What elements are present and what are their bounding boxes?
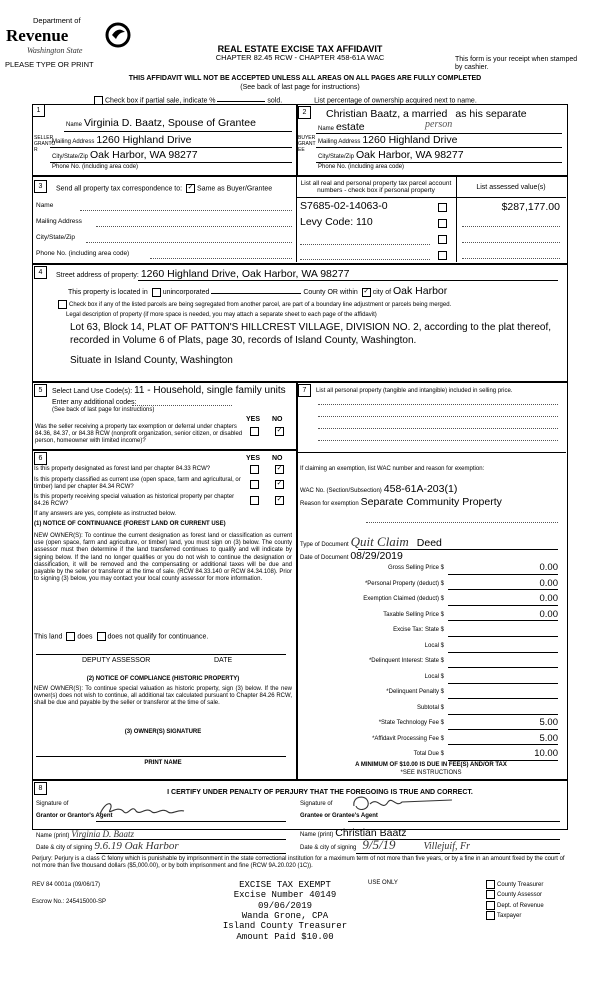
escrow-number: Escrow No.: 245415000-SP <box>32 899 107 905</box>
city-of-checkbox[interactable]: ✓ <box>363 287 370 295</box>
tax-row <box>300 687 562 703</box>
dor-logo <box>5 16 130 66</box>
s6-q3-no-checkbox[interactable]: ✓ <box>276 496 283 503</box>
wac-row <box>300 483 560 495</box>
copy-label: Dept. of Revenue <box>497 902 544 909</box>
segregated-row <box>56 300 561 309</box>
form-title: REAL ESTATE EXCISE TAX AFFIDAVIT <box>217 44 383 54</box>
tax-row-label: Gross Selling Price $ <box>387 565 444 571</box>
street-address-value[interactable]: 1260 Highland Drive, Oak Harbor, WA 98277 <box>140 268 350 280</box>
reason-value[interactable]: Separate Community Property <box>360 496 502 508</box>
tax-row-value[interactable]: 0.00 <box>448 594 558 606</box>
seller-city-value[interactable]: Oak Harbor, WA 98277 <box>89 149 198 161</box>
copy-label: County Assessor <box>497 892 543 899</box>
s3-name-label: Name <box>36 202 54 209</box>
tax-total-value[interactable]: 10.00 <box>448 749 558 761</box>
tax-row-value[interactable] <box>448 656 558 668</box>
notice1-title: (1) NOTICE OF CONTINUANCE (FOREST LAND OR CURRENT USE) <box>34 521 226 527</box>
copy-checkbox[interactable] <box>486 901 495 910</box>
grantee-date-row <box>300 838 562 853</box>
does-not-checkbox[interactable] <box>97 632 106 641</box>
s5-no-label: NO <box>272 416 283 423</box>
owner-signature-label: (3) OWNER(S) SIGNATURE <box>124 729 202 735</box>
tax-row <box>300 625 562 641</box>
s5-see-back: (See back of last page for instructions) <box>52 407 155 413</box>
tax-row <box>300 641 562 657</box>
s5-question: Was the seller receiving a property tax exemption or deferral under chapters 84.36, 84.37, or 84.38 RCW (nonprofit organization, senior citizen, or disabled person, homeowner with limited income)? <box>35 424 243 445</box>
doc-type-label: Type of Document <box>300 542 349 548</box>
s5-no-checkbox[interactable]: ✓ <box>276 427 283 434</box>
print-note: PLEASE TYPE OR PRINT <box>5 60 94 69</box>
same-as-buyer-checkbox[interactable]: ✓ <box>187 184 194 191</box>
doc-date-row <box>300 550 560 562</box>
city-of-label: city of <box>372 289 392 296</box>
grantee-name-value[interactable]: Christian Baatz <box>335 827 407 839</box>
tax-row-value[interactable]: 5.00 <box>448 734 558 746</box>
buyer-phone-label: Phone No. (including area code) <box>318 164 405 170</box>
grantee-agent-label: Grantee or Grantee's Agent <box>300 813 378 819</box>
seller-name-value[interactable]: Virginia D. Baatz, Spouse of Grantee <box>83 117 256 129</box>
segregated-checkbox[interactable] <box>58 300 67 309</box>
seller-name-row <box>66 117 291 129</box>
s5-yes-checkbox[interactable] <box>250 427 259 436</box>
land-use-value[interactable]: 11 - Household, single family units <box>134 385 286 396</box>
tax-row-label: Taxable Selling Price $ <box>383 611 444 618</box>
buyer-mailing-value[interactable]: 1260 Highland Drive <box>362 134 458 146</box>
copy-label: Taxpayer <box>497 913 522 920</box>
seller-mailing-label: Mailing Address <box>52 139 95 145</box>
tax-row <box>300 594 562 610</box>
perjury-notice: Perjury: Perjury is a class C felony which is punishable by imprisonment in the state correctional institution for a maximum term of not more than five years, or by a fine in an amount fixed by the court of not more than five thousand dollars ($5,000.00), or by both imprisonment and fine (RCW 9A.20.020 (1C)). <box>32 856 565 870</box>
tax-row <box>300 672 562 688</box>
stamp-line: Wanda Grone, CPA <box>241 911 329 922</box>
form-revision: REV 84 0001a (09/06/17) <box>32 882 101 888</box>
tax-row-label: *Personal Property (deduct) $ <box>364 580 444 587</box>
stamp-line: EXCISE TAX EXEMPT <box>239 880 331 890</box>
tax-row-label: *State Technology Fee $ <box>378 720 444 726</box>
section-2-number: 2 <box>298 106 311 119</box>
notice1-text: NEW OWNER(S): To continue the current designation as forest land or classification as current use (open space, farm and agriculture, or timber) land, you must sign on (3) below. The county assessor must then determine if the land transferred continues to qualify and will indicate by signing below. If the land no longer qualifies or you do not wish to continue the designation or classification, it will be removed and the compensating or additional taxes will be due and payable by the seller or transferor at the time of sale. (RCW 84.33.140 or RCW 84.34.108). Prior to signing (3) below, you may contact your local county assessor for more information. <box>34 533 292 583</box>
see-instructions-note: *SEE INSTRUCTIONS <box>400 770 462 776</box>
parcel-number[interactable]: S7685-02-14063-0 <box>300 200 388 212</box>
form-subtitle: CHAPTER 82.45 RCW - CHAPTER 458-61A WAC <box>215 53 385 62</box>
seller-city-label: City/State/Zip <box>52 154 89 160</box>
tax-row <box>300 579 562 595</box>
tax-row-label: Subtotal $ <box>416 704 444 711</box>
partial-sale-label: Check box if partial sale, indicate % <box>105 97 216 105</box>
s6-q1: Is this property designated as forest land per chapter 84.33 RCW? <box>34 466 211 472</box>
buyer-name-line2[interactable]: estate <box>335 121 365 133</box>
street-address-row <box>56 268 556 280</box>
doc-date-value[interactable]: 08/29/2019 <box>350 550 403 562</box>
grantee-signature-icon <box>348 792 458 814</box>
send-correspondence-row <box>56 184 296 193</box>
assessed-header: List assessed value(s) <box>476 184 546 191</box>
grantor-name-value[interactable]: Virginia D. Baatz <box>71 829 135 839</box>
land-use-label: Select Land Use Code(s): <box>52 388 133 395</box>
doc-date-label: Date of Document <box>300 555 349 561</box>
s6-q1-yes-checkbox[interactable] <box>250 465 259 474</box>
notice2-text: NEW OWNER(S): To continue special valuation as historic property, sign (3) below. If the new owner(s) does not wish to continue, all additional tax calculated pursuant to Chapter 84.26 RCW, shall be due and payable by the seller or transferor at the time of sale. <box>34 686 292 707</box>
tax-row-label: Local $ <box>424 673 444 680</box>
does-checkbox[interactable] <box>66 632 75 641</box>
seller-mailing-row <box>52 134 292 146</box>
wac-label: WAC No. (Section/Subsection) <box>300 488 382 494</box>
s6-q2: Is this property classified as current use (open space, farm and agricultural, or timber) land per chapter 84.34 RCW? <box>34 477 241 490</box>
ownership-note: List percentage of ownership acquired next to name. <box>314 97 477 105</box>
s3-mailing-label: Mailing Address <box>36 218 82 225</box>
copy-checkbox[interactable] <box>486 911 495 920</box>
tax-row-label: Exemption Claimed (deduct) $ <box>363 596 444 602</box>
reason-row <box>300 496 560 508</box>
parcel-personal-checkbox-1[interactable] <box>438 203 447 212</box>
grantor-date-label: Date & city of signing <box>36 845 93 851</box>
dept-of-label: Department of <box>33 16 81 25</box>
buyer-mailing-row <box>318 134 563 146</box>
warning-text: THIS AFFIDAVIT WILL NOT BE ACCEPTED UNLESS ALL AREAS ON ALL PAGES ARE FULLY COMPLETED <box>128 75 482 82</box>
grantee-city-value[interactable]: Villejuif, Fr <box>423 841 470 852</box>
land-use-row <box>52 385 292 397</box>
tax-row-value[interactable] <box>448 672 558 684</box>
does-not-label: does not qualify for continuance. <box>107 633 209 641</box>
tax-row-value[interactable]: 0.00 <box>448 563 558 575</box>
buyer-name-label: Name <box>318 126 335 132</box>
county-label: County OR within <box>303 289 358 296</box>
city-value[interactable]: Oak Harbor <box>393 285 448 297</box>
tax-row-value[interactable] <box>448 641 558 653</box>
seller-phone-label: Phone No. (including area code) <box>52 164 139 170</box>
unincorporated-label: unincorporated <box>162 289 210 296</box>
same-as-buyer-label: Same as Buyer/Grantee <box>197 185 273 193</box>
grantee-sig-of: Signature of <box>300 801 333 807</box>
parcel-personal-checkbox-3[interactable] <box>438 235 447 244</box>
tax-row-label: *Delinquent Penalty $ <box>386 689 444 695</box>
this-land-label: This land <box>34 633 63 641</box>
tax-row-label: Total Due $ <box>413 751 444 757</box>
copy-checkbox[interactable] <box>486 880 495 889</box>
section-3-number: 3 <box>34 180 47 193</box>
deputy-assessor-label: DEPUTY ASSESSOR <box>82 657 151 664</box>
grantor-sig-of: Signature of <box>36 801 69 807</box>
personal-property-label: List all personal property (tangible and intangible) included in selling price. <box>316 388 513 394</box>
tax-table <box>300 563 562 765</box>
section-8-number: 8 <box>34 782 47 795</box>
treasurer-stamp <box>200 880 370 942</box>
section-7-number: 7 <box>298 384 311 397</box>
s6-q2-no-checkbox[interactable]: ✓ <box>276 480 283 487</box>
wac-value[interactable]: 458-61A-203(1) <box>383 483 458 495</box>
sold-label: sold. <box>267 97 283 105</box>
s5-yes-label: YES <box>246 416 261 423</box>
grantor-agent-label: Grantor or Grantor's Agent <box>36 813 113 819</box>
exemption-note: If claiming an exemption, list WAC number and reason for exemption: <box>300 466 485 472</box>
buyer-city-label: City/State/Zip <box>318 154 355 160</box>
seller-city-row <box>52 149 292 161</box>
s3-city-label: City/State/Zip <box>36 234 76 241</box>
tax-row-label: *Affidavit Processing Fee $ <box>372 735 444 742</box>
tax-row <box>300 734 562 750</box>
grantor-signature-icon <box>96 798 186 820</box>
parcel-personal-checkbox-4[interactable] <box>438 251 447 260</box>
grantor-name-label: Name (print) <box>36 833 70 839</box>
stamp-line: 09/06/2019 <box>257 900 312 911</box>
s6-q3: Is this property receiving special valuation as historical property per chapter 84.26 RCW? <box>34 494 235 507</box>
deputy-date-label: DATE <box>214 657 233 664</box>
additional-codes-label: Enter any additional codes: <box>52 399 137 406</box>
doc-type-handwritten[interactable]: Quit Claim <box>350 534 409 549</box>
doc-type-row <box>300 535 560 550</box>
send-correspondence-label: Send all property tax correspondence to: <box>56 185 183 193</box>
tax-row-value[interactable] <box>448 703 558 715</box>
seller-mailing-value[interactable]: 1260 Highland Drive <box>96 134 192 146</box>
section-6-number: 6 <box>34 452 47 465</box>
buyer-city-row <box>318 149 563 161</box>
seller-side-label: SELLER GRANTOR <box>34 135 56 153</box>
tax-row <box>300 703 562 719</box>
situate-text[interactable]: Situate in Island County, Washington <box>70 355 233 366</box>
levy-code[interactable]: Levy Code: 110 <box>300 216 373 228</box>
s6-q3-yes-checkbox[interactable] <box>250 496 259 505</box>
copy-distribution <box>484 880 574 922</box>
tax-row-label: Local $ <box>424 642 444 649</box>
s6-q2-yes-checkbox[interactable] <box>250 480 259 489</box>
reason-label: Reason for exemption <box>300 501 359 507</box>
stamp-line: Amount Paid $10.00 <box>236 931 334 942</box>
minimum-due-note: A MINIMUM OF $10.00 IS DUE IN FEE(S) AND/OR TAX <box>355 762 507 768</box>
s6-if-yes: If any answers are yes, complete as instructed below. <box>34 511 177 517</box>
location-row <box>68 285 558 297</box>
grantor-date-value[interactable]: 9.6.19 Oak Harbor <box>94 840 179 852</box>
parcel-header: List all real and personal property tax parcel account numbers - check box if personal property <box>300 180 452 195</box>
notice2-title: (2) NOTICE OF COMPLIANCE (HISTORIC PROPERTY) <box>86 676 240 682</box>
buyer-name-line1[interactable]: Christian Baatz, a married as his separate <box>326 108 527 120</box>
copy-checkbox[interactable] <box>486 890 495 899</box>
copy-label: County Treasurer <box>497 882 544 889</box>
buyer-side-label: BUYER GRANTEE <box>298 135 316 153</box>
buyer-name-insert: person <box>425 119 453 130</box>
parcel-personal-checkbox-2[interactable] <box>438 219 447 228</box>
s6-yes-label: YES <box>246 455 261 462</box>
section-4-number: 4 <box>34 266 47 279</box>
dor-swirl-icon <box>105 22 131 48</box>
does-label: does <box>77 633 93 641</box>
grantor-date-row <box>36 840 286 853</box>
tax-row-value[interactable]: 5.00 <box>448 718 558 730</box>
receipt-note: This form is your receipt when stamped by cashier. <box>455 56 578 72</box>
tax-row-label: Excise Tax: State $ <box>393 627 444 633</box>
doc-type-value[interactable]: Deed <box>416 537 442 549</box>
tax-row-value[interactable] <box>448 687 558 699</box>
grantee-date-value[interactable]: 9/5/19 <box>362 837 396 852</box>
buyer-city-value[interactable]: Oak Harbor, WA 98277 <box>355 149 464 161</box>
legal-label: Legal description of property (if more space is needed, you may attach a separate sheet to each page of the affidavit) <box>66 312 377 318</box>
street-address-label: Street address of property: <box>56 272 139 279</box>
certify-statement: I CERTIFY UNDER PENALTY OF PERJURY THAT THE FOREGOING IS TRUE AND CORRECT. <box>167 789 473 796</box>
grantee-name-label: Name (print) <box>300 832 334 838</box>
s6-no-label: NO <box>272 455 283 462</box>
qualify-row <box>34 632 292 641</box>
tax-row-value[interactable] <box>448 625 558 637</box>
use-only-label: USE ONLY <box>368 880 398 886</box>
s3-phone-label: Phone No. (including area code) <box>36 250 130 257</box>
located-label: This property is located in <box>68 289 148 296</box>
assessed-value[interactable]: $287,177.00 <box>501 201 560 213</box>
unincorporated-checkbox[interactable] <box>152 288 161 297</box>
washington-state-label: Washington State <box>27 46 83 55</box>
print-name-label: PRINT NAME <box>144 760 182 766</box>
see-back-note: (See back of last page for instructions) <box>240 84 360 91</box>
seller-name-label: Name <box>66 122 83 128</box>
s6-q1-no-checkbox[interactable]: ✓ <box>276 465 283 472</box>
tax-row <box>300 718 562 734</box>
tax-row-value[interactable]: 0.00 <box>448 579 558 591</box>
tax-row <box>300 610 562 626</box>
grantee-date-label: Date & city of signing <box>300 845 357 851</box>
tax-row <box>300 563 562 579</box>
stamp-line: Island County Treasurer <box>222 921 348 932</box>
tax-row <box>300 656 562 672</box>
tax-row-label: *Delinquent Interest: State $ <box>368 658 444 664</box>
stamp-line: Excise Number 40149 <box>233 890 337 901</box>
revenue-wordmark: Revenue <box>6 26 69 45</box>
segregated-label: Check box if any of the listed parcels are being segregated from another parcel, are part of a boundary line adjustment or parcels being merged. <box>69 302 452 309</box>
buyer-mailing-label: Mailing Address <box>318 139 361 145</box>
section-5-number: 5 <box>34 384 47 397</box>
legal-description[interactable]: Lot 63, Block 14, PLAT OF PATTON'S HILLCREST VILLAGE, DIVISION NO. 2, according to the plat thereof, recorded in Volume 6 of Plats, page 30, records of Island County, Washington. <box>70 322 552 346</box>
section-1-number: 1 <box>32 104 45 117</box>
tax-row-value[interactable]: 0.00 <box>448 610 558 622</box>
